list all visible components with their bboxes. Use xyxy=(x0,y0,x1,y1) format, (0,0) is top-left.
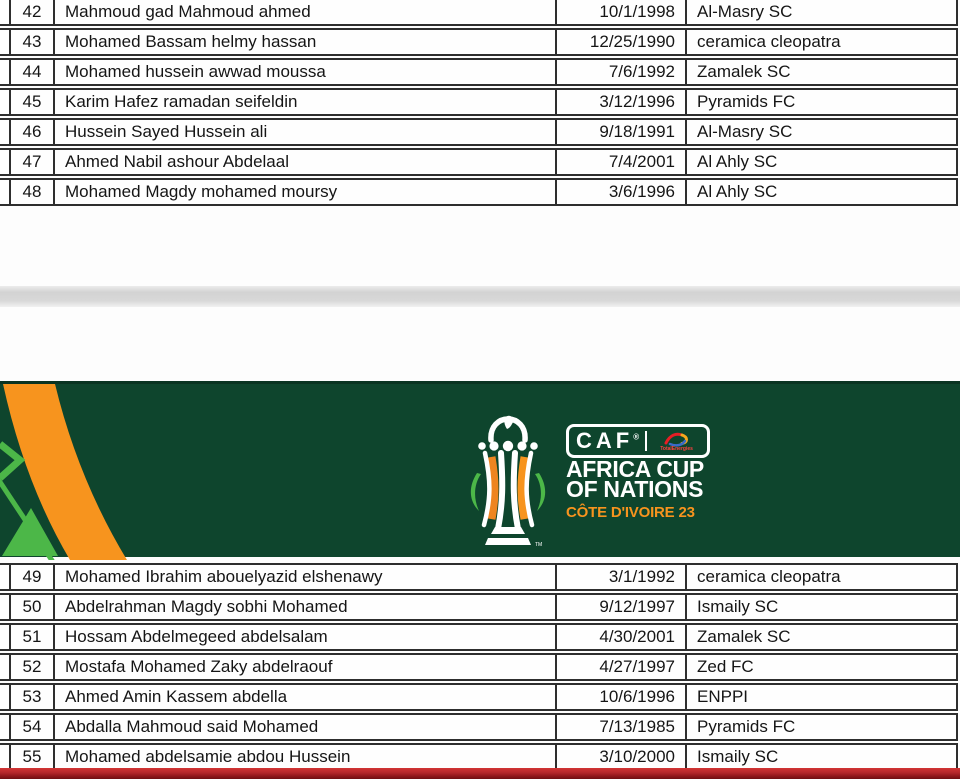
afcon-banner xyxy=(0,381,960,557)
player-club: ceramica cleopatra xyxy=(697,32,841,51)
afcon-trophy-icon xyxy=(465,399,551,547)
row-left-stub xyxy=(0,655,11,679)
totalenergies-logo xyxy=(653,431,700,451)
player-name: Ahmed Amin Kassem abdella xyxy=(55,685,557,709)
player-birthdate: 4/30/2001 xyxy=(557,625,687,649)
row-left-stub xyxy=(0,120,11,144)
player-birthdate: 3/10/2000 xyxy=(557,745,687,769)
table-row xyxy=(0,88,958,116)
player-name: Mahmoud gad Mahmoud ahmed xyxy=(55,0,557,24)
table-row xyxy=(0,683,958,711)
table-row xyxy=(0,28,958,56)
player-birthdate: 3/1/1992 xyxy=(557,565,687,589)
player-name: Abdalla Mahmoud said Mohamed xyxy=(55,715,557,739)
table-row xyxy=(0,58,958,86)
table-row xyxy=(0,118,958,146)
banner-title-line2: OF NATIONS xyxy=(566,476,704,502)
player-name: Mohamed Magdy mohamed moursy xyxy=(55,180,557,204)
table-row xyxy=(0,563,958,591)
row-left-stub xyxy=(0,90,11,114)
player-number: 46 xyxy=(11,120,55,144)
player-name: Mohamed hussein awwad moussa xyxy=(55,60,557,84)
page-divider-bar xyxy=(0,286,960,307)
row-left-stub xyxy=(0,0,11,24)
player-club: Al-Masry SC xyxy=(697,122,793,141)
row-left-stub xyxy=(0,150,11,174)
row-left-stub xyxy=(0,595,11,619)
registered-mark: ® xyxy=(633,432,640,442)
table-row xyxy=(0,653,958,681)
player-number: 54 xyxy=(11,715,55,739)
player-birthdate: 7/6/1992 xyxy=(557,60,687,84)
player-birthdate: 7/13/1985 xyxy=(557,715,687,739)
player-name: Mohamed Bassam helmy hassan xyxy=(55,30,557,54)
player-name: Mohamed abdelsamie abdou Hussein xyxy=(55,745,557,769)
player-birthdate: 9/12/1997 xyxy=(557,595,687,619)
player-name: Abdelrahman Magdy sobhi Mohamed xyxy=(55,595,557,619)
player-name: Hossam Abdelmegeed abdelsalam xyxy=(55,625,557,649)
player-number: 50 xyxy=(11,595,55,619)
player-club: Zamalek SC xyxy=(697,62,791,81)
row-left-stub xyxy=(0,30,11,54)
player-number: 48 xyxy=(11,180,55,204)
player-table-bottom xyxy=(0,563,958,773)
player-club: Zed FC xyxy=(697,657,754,676)
row-left-stub xyxy=(0,745,11,769)
table-row xyxy=(0,743,958,771)
player-birthdate: 10/6/1996 xyxy=(557,685,687,709)
row-left-stub xyxy=(0,565,11,589)
logo-divider xyxy=(645,431,647,451)
player-name: Mohamed Ibrahim abouelyazid elshenawy xyxy=(55,565,557,589)
table-row xyxy=(0,178,958,206)
player-birthdate: 12/25/1990 xyxy=(557,30,687,54)
player-club: Zamalek SC xyxy=(697,627,791,646)
player-number: 55 xyxy=(11,745,55,769)
table-row xyxy=(0,148,958,176)
player-club: Ismaily SC xyxy=(697,597,779,616)
player-table-top xyxy=(0,0,958,208)
player-birthdate: 3/12/1996 xyxy=(557,90,687,114)
player-club: Pyramids FC xyxy=(697,717,796,736)
player-birthdate: 7/4/2001 xyxy=(557,150,687,174)
banner-edition-label: CÔTE D'IVOIRE 23 xyxy=(566,504,695,521)
player-number: 51 xyxy=(11,625,55,649)
player-club: Pyramids FC xyxy=(697,92,796,111)
player-name: Ahmed Nabil ashour Abdelaal xyxy=(55,150,557,174)
footer-red-bar xyxy=(0,768,960,779)
player-number: 42 xyxy=(11,0,55,24)
player-name: Hussein Sayed Hussein ali xyxy=(55,120,557,144)
player-number: 53 xyxy=(11,685,55,709)
player-club: ceramica cleopatra xyxy=(697,567,841,586)
row-left-stub xyxy=(0,685,11,709)
player-number: 44 xyxy=(11,60,55,84)
player-club: Al-Masry SC xyxy=(697,2,793,21)
player-number: 45 xyxy=(11,90,55,114)
player-number: 43 xyxy=(11,30,55,54)
totalenergies-label: TotalEnergies xyxy=(660,446,693,452)
row-left-stub xyxy=(0,625,11,649)
player-birthdate: 10/1/1998 xyxy=(557,0,687,24)
player-number: 52 xyxy=(11,655,55,679)
row-left-stub xyxy=(0,715,11,739)
row-left-stub xyxy=(0,60,11,84)
totalenergies-swoosh-icon xyxy=(662,431,692,447)
player-number: 49 xyxy=(11,565,55,589)
table-row xyxy=(0,713,958,741)
player-name: Karim Hafez ramadan seifeldin xyxy=(55,90,557,114)
row-left-stub xyxy=(0,180,11,204)
trophy-trademark-label: TM xyxy=(535,542,543,547)
player-club: ENPPI xyxy=(697,687,749,706)
table-row xyxy=(0,593,958,621)
player-club: Ismaily SC xyxy=(697,747,779,766)
player-birthdate: 9/18/1991 xyxy=(557,120,687,144)
caf-logo-box xyxy=(566,424,710,458)
table-row xyxy=(0,0,958,26)
table-row xyxy=(0,623,958,651)
player-name: Mostafa Mohamed Zaky abdelraouf xyxy=(55,655,557,679)
caf-wordmark: CAF® xyxy=(576,428,640,453)
player-birthdate: 3/6/1996 xyxy=(557,180,687,204)
player-number: 47 xyxy=(11,150,55,174)
player-birthdate: 4/27/1997 xyxy=(557,655,687,679)
banner-title-line1: AFRICA CUP xyxy=(566,456,704,482)
player-club: Al Ahly SC xyxy=(697,182,778,201)
player-club: Al Ahly SC xyxy=(697,152,778,171)
